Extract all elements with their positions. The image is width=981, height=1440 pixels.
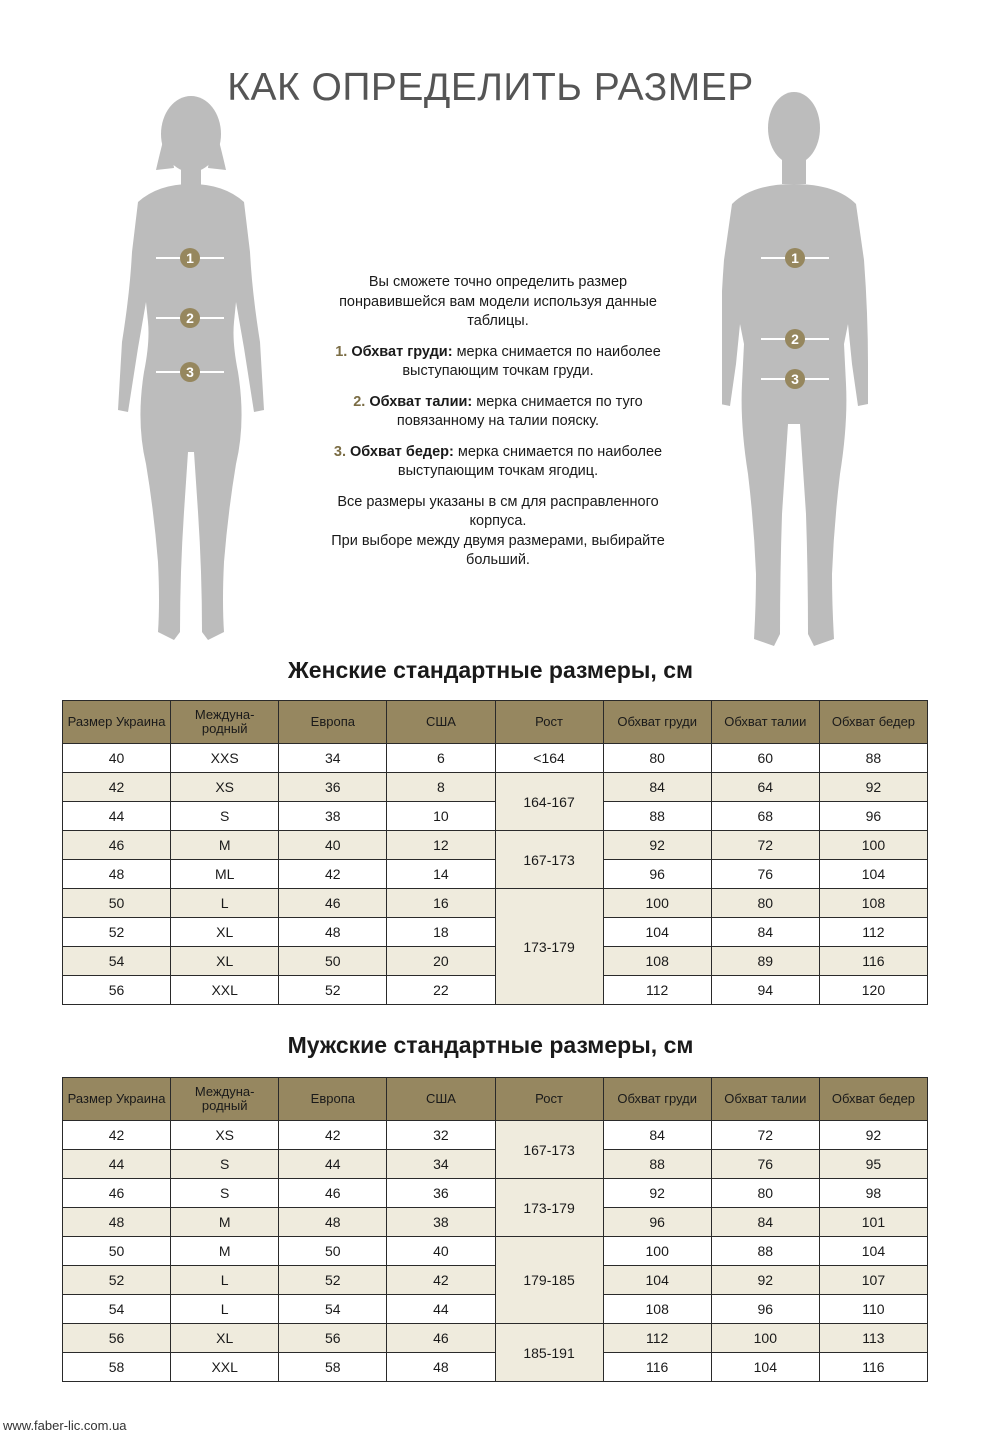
table-cell: 40 bbox=[63, 744, 171, 773]
table-cell: 98 bbox=[819, 1179, 927, 1208]
table-cell: S bbox=[171, 1150, 279, 1179]
table-cell: 12 bbox=[387, 831, 495, 860]
table-cell: 60 bbox=[711, 744, 819, 773]
table-cell: 80 bbox=[711, 1179, 819, 1208]
table-cell: 100 bbox=[819, 831, 927, 860]
instruction-number: 2. bbox=[353, 393, 366, 410]
table-cell: 44 bbox=[63, 802, 171, 831]
table-cell: 38 bbox=[387, 1208, 495, 1237]
female-hips-marker bbox=[156, 362, 224, 382]
table-cell: XXL bbox=[171, 1353, 279, 1382]
table-cell: 56 bbox=[63, 1324, 171, 1353]
table-cell: 84 bbox=[603, 773, 711, 802]
intro-paragraph: Вы сможете точно определить размер понравившейся вам модели используя данные таблицы. bbox=[339, 274, 657, 329]
table-cell: 46 bbox=[279, 1179, 387, 1208]
instruction-label: Обхват бедер: bbox=[350, 443, 454, 460]
table-cell: 88 bbox=[603, 802, 711, 831]
table-cell: 92 bbox=[603, 831, 711, 860]
table-cell: 36 bbox=[387, 1179, 495, 1208]
table-cell: 42 bbox=[279, 1121, 387, 1150]
column-header: США bbox=[387, 1078, 495, 1121]
male-waist-marker bbox=[761, 329, 829, 349]
table-cell: 42 bbox=[279, 860, 387, 889]
column-header: Рост bbox=[495, 701, 603, 744]
column-header: США bbox=[387, 701, 495, 744]
table-row bbox=[63, 1121, 928, 1150]
table-cell: XL bbox=[171, 947, 279, 976]
table-cell: 52 bbox=[279, 1266, 387, 1295]
male-chest-marker bbox=[761, 248, 829, 268]
table-cell: 48 bbox=[279, 918, 387, 947]
table-cell: 76 bbox=[711, 1150, 819, 1179]
table-cell: XS bbox=[171, 1121, 279, 1150]
instruction-number: 1. bbox=[335, 343, 348, 360]
height-cell: 173-179 bbox=[495, 1179, 603, 1237]
table-cell: 112 bbox=[603, 1324, 711, 1353]
table-cell: 76 bbox=[711, 860, 819, 889]
marker-number: 2 bbox=[785, 329, 805, 349]
table-cell: 113 bbox=[819, 1324, 927, 1353]
table-cell: 32 bbox=[387, 1121, 495, 1150]
instruction-text: мерка снимается по туго повязанному на талии пояску. bbox=[396, 393, 643, 429]
marker-number: 3 bbox=[785, 369, 805, 389]
table-cell: 22 bbox=[387, 976, 495, 1005]
table-header-row bbox=[63, 701, 928, 744]
table-cell: 84 bbox=[711, 918, 819, 947]
table-cell: 18 bbox=[387, 918, 495, 947]
table-cell: 108 bbox=[603, 947, 711, 976]
instruction-number: 3. bbox=[333, 443, 346, 460]
table-row bbox=[63, 1179, 928, 1208]
table-cell: 42 bbox=[387, 1266, 495, 1295]
table-cell: 96 bbox=[711, 1295, 819, 1324]
table-cell: 54 bbox=[279, 1295, 387, 1324]
table-cell: 84 bbox=[711, 1208, 819, 1237]
column-header: Обхват бедер bbox=[819, 1078, 927, 1121]
table-cell: 108 bbox=[603, 1295, 711, 1324]
table-cell: 56 bbox=[279, 1324, 387, 1353]
men-size-table bbox=[62, 1077, 928, 1382]
table-cell: 116 bbox=[819, 1353, 927, 1382]
table-cell: 104 bbox=[603, 918, 711, 947]
column-header: Рост bbox=[495, 1078, 603, 1121]
table-cell: 95 bbox=[819, 1150, 927, 1179]
table-cell: 58 bbox=[279, 1353, 387, 1382]
table-cell: 48 bbox=[387, 1353, 495, 1382]
table-cell: L bbox=[171, 1266, 279, 1295]
table-cell: 112 bbox=[603, 976, 711, 1005]
table-cell: L bbox=[171, 1295, 279, 1324]
table-cell: S bbox=[171, 802, 279, 831]
table-cell: 88 bbox=[603, 1150, 711, 1179]
table-cell: 107 bbox=[819, 1266, 927, 1295]
table-cell: 116 bbox=[603, 1353, 711, 1382]
instruction-chest bbox=[330, 343, 666, 382]
table-cell: 104 bbox=[711, 1353, 819, 1382]
table-cell: 88 bbox=[819, 744, 927, 773]
table-cell: 54 bbox=[63, 1295, 171, 1324]
page-title: КАК ОПРЕДЕЛИТЬ РАЗМЕР bbox=[227, 66, 754, 109]
table-cell: 80 bbox=[603, 744, 711, 773]
table-cell: 34 bbox=[387, 1150, 495, 1179]
measurement-instructions bbox=[330, 273, 666, 582]
table-cell: 46 bbox=[63, 831, 171, 860]
table-cell: M bbox=[171, 1208, 279, 1237]
table-cell: XXS bbox=[171, 744, 279, 773]
table-cell: 50 bbox=[63, 889, 171, 918]
table-cell: 48 bbox=[63, 1208, 171, 1237]
height-cell: 167-173 bbox=[495, 1121, 603, 1179]
table-cell: 40 bbox=[279, 831, 387, 860]
table-row bbox=[63, 889, 928, 918]
table-row bbox=[63, 744, 928, 773]
table-cell: 92 bbox=[603, 1179, 711, 1208]
table-cell: 48 bbox=[63, 860, 171, 889]
instruction-hips bbox=[330, 443, 666, 482]
table-cell: 96 bbox=[603, 860, 711, 889]
table-cell: 112 bbox=[819, 918, 927, 947]
table-cell: 92 bbox=[819, 773, 927, 802]
table-cell: 100 bbox=[603, 889, 711, 918]
table-cell: M bbox=[171, 831, 279, 860]
table-cell: 100 bbox=[711, 1324, 819, 1353]
table-cell: 50 bbox=[279, 947, 387, 976]
height-cell: 173-179 bbox=[495, 889, 603, 1005]
column-header: Междуна-родный bbox=[171, 1078, 279, 1121]
table-cell: 68 bbox=[711, 802, 819, 831]
column-header: Обхват талии bbox=[711, 1078, 819, 1121]
female-waist-marker bbox=[156, 308, 224, 328]
note-units: Все размеры указаны в см для расправленного корпуса. bbox=[337, 493, 659, 529]
column-header: Размер Украина bbox=[63, 1078, 171, 1121]
table-cell: 72 bbox=[711, 1121, 819, 1150]
table-cell: 46 bbox=[279, 889, 387, 918]
table-cell: 80 bbox=[711, 889, 819, 918]
height-cell: 167-173 bbox=[495, 831, 603, 889]
height-cell: 185-191 bbox=[495, 1324, 603, 1382]
table-cell: 20 bbox=[387, 947, 495, 976]
table-cell: L bbox=[171, 889, 279, 918]
column-header: Размер Украина bbox=[63, 701, 171, 744]
table-cell: 38 bbox=[279, 802, 387, 831]
table-cell: 10 bbox=[387, 802, 495, 831]
table-cell: XL bbox=[171, 918, 279, 947]
table-row bbox=[63, 831, 928, 860]
table-cell: 72 bbox=[711, 831, 819, 860]
instruction-label: Обхват груди: bbox=[351, 343, 453, 360]
table-header-row bbox=[63, 1078, 928, 1121]
table-cell: 120 bbox=[819, 976, 927, 1005]
column-header: Европа bbox=[279, 1078, 387, 1121]
table-cell: 50 bbox=[279, 1237, 387, 1266]
table-cell: 92 bbox=[711, 1266, 819, 1295]
table-cell: 116 bbox=[819, 947, 927, 976]
table-cell: 8 bbox=[387, 773, 495, 802]
table-cell: 40 bbox=[387, 1237, 495, 1266]
column-header: Обхват груди bbox=[603, 701, 711, 744]
marker-number: 1 bbox=[180, 248, 200, 268]
table-cell: 101 bbox=[819, 1208, 927, 1237]
table-cell: 50 bbox=[63, 1237, 171, 1266]
table-cell: 42 bbox=[63, 773, 171, 802]
table-cell: 34 bbox=[279, 744, 387, 773]
height-cell: 164-167 bbox=[495, 773, 603, 831]
column-header: Обхват бедер bbox=[819, 701, 927, 744]
table-cell: 42 bbox=[63, 1121, 171, 1150]
instruction-waist bbox=[330, 393, 666, 432]
column-header: Междуна-родный bbox=[171, 701, 279, 744]
table-cell: 108 bbox=[819, 889, 927, 918]
table-cell: 96 bbox=[603, 1208, 711, 1237]
table-cell: 52 bbox=[279, 976, 387, 1005]
marker-number: 3 bbox=[180, 362, 200, 382]
table-cell: XL bbox=[171, 1324, 279, 1353]
table-cell: 94 bbox=[711, 976, 819, 1005]
table-cell: 52 bbox=[63, 918, 171, 947]
women-table-title: Женские стандартные размеры, см bbox=[287, 657, 693, 683]
female-chest-marker bbox=[156, 248, 224, 268]
marker-number: 1 bbox=[785, 248, 805, 268]
table-cell: 92 bbox=[819, 1121, 927, 1150]
table-cell: 110 bbox=[819, 1295, 927, 1324]
table-cell: 48 bbox=[279, 1208, 387, 1237]
table-cell: 46 bbox=[387, 1324, 495, 1353]
table-row bbox=[63, 773, 928, 802]
note-choice: При выборе между двумя размерами, выбирайте больший. bbox=[331, 532, 665, 568]
table-cell: 96 bbox=[819, 802, 927, 831]
table-cell: 44 bbox=[63, 1150, 171, 1179]
table-row bbox=[63, 1324, 928, 1353]
table-cell: 16 bbox=[387, 889, 495, 918]
table-cell: 44 bbox=[387, 1295, 495, 1324]
table-cell: 64 bbox=[711, 773, 819, 802]
instruction-label: Обхват талии: bbox=[369, 393, 473, 410]
table-cell: 89 bbox=[711, 947, 819, 976]
table-cell: 104 bbox=[819, 860, 927, 889]
men-table-title: Мужские стандартные размеры, см bbox=[287, 1032, 694, 1058]
table-cell: 84 bbox=[603, 1121, 711, 1150]
women-size-table bbox=[62, 700, 928, 1005]
footer-url: www.faber-lic.com.ua bbox=[3, 1418, 127, 1433]
instruction-text: мерка снимается по наиболее выступающим точкам ягодиц. bbox=[397, 443, 663, 479]
table-cell: M bbox=[171, 1237, 279, 1266]
table-cell: 58 bbox=[63, 1353, 171, 1382]
table-cell: 52 bbox=[63, 1266, 171, 1295]
table-cell: S bbox=[171, 1179, 279, 1208]
column-header: Европа bbox=[279, 701, 387, 744]
table-cell: XXL bbox=[171, 976, 279, 1005]
table-cell: ML bbox=[171, 860, 279, 889]
table-cell: XS bbox=[171, 773, 279, 802]
instruction-text: мерка снимается по наиболее выступающим точкам груди. bbox=[402, 343, 661, 379]
table-cell: 14 bbox=[387, 860, 495, 889]
table-cell: 36 bbox=[279, 773, 387, 802]
table-cell: 54 bbox=[63, 947, 171, 976]
table-cell: 104 bbox=[819, 1237, 927, 1266]
table-cell: 46 bbox=[63, 1179, 171, 1208]
table-cell: 88 bbox=[711, 1237, 819, 1266]
table-row bbox=[63, 1237, 928, 1266]
table-cell: 100 bbox=[603, 1237, 711, 1266]
table-cell: 44 bbox=[279, 1150, 387, 1179]
table-cell: 104 bbox=[603, 1266, 711, 1295]
column-header: Обхват груди bbox=[603, 1078, 711, 1121]
male-hips-marker bbox=[761, 369, 829, 389]
table-cell: 6 bbox=[387, 744, 495, 773]
column-header: Обхват талии bbox=[711, 701, 819, 744]
table-cell: 56 bbox=[63, 976, 171, 1005]
height-cell: <164 bbox=[495, 744, 603, 773]
marker-number: 2 bbox=[180, 308, 200, 328]
height-cell: 179-185 bbox=[495, 1237, 603, 1324]
